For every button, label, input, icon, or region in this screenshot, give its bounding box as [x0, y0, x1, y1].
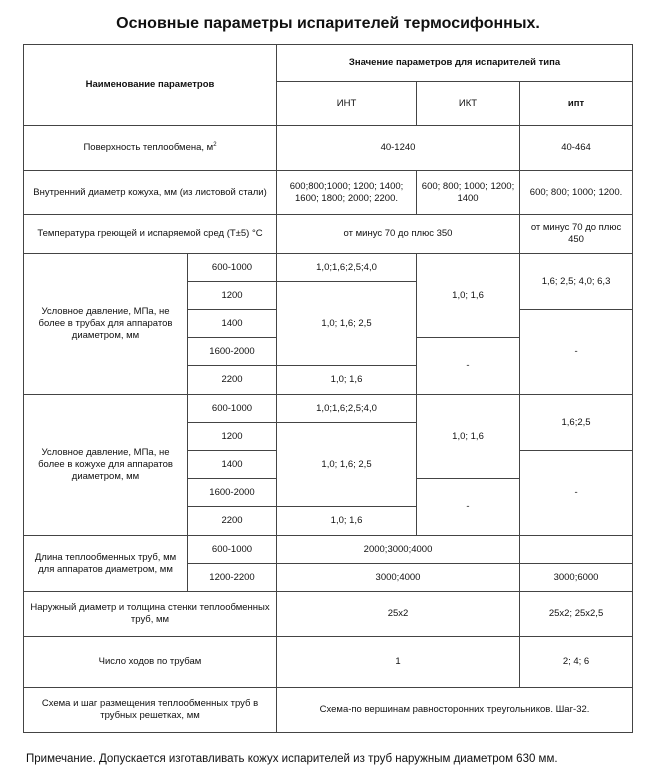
- pressure-tubes-int-bot: 1,0; 1,6: [277, 366, 417, 395]
- footnote: Примечание. Допускается изготавливать кожух испарителей из труб наружным диаметром 630 мм.: [26, 753, 558, 765]
- pressure-shell-ikt-bot: -: [417, 479, 520, 536]
- row-temperature-label: Температура греющей и испаряемой сред (Т±5) °С: [24, 215, 277, 254]
- diameter-ipt: 600; 800; 1000; 1200.: [520, 171, 633, 215]
- pressure-shell-int-top: 1,0;1,6;2,5;4,0: [277, 395, 417, 423]
- surface-int-ikt: 40-1240: [277, 126, 520, 171]
- row-outer-diameter-label: Наружный диаметр и толщина стенки теплообменных труб, мм: [24, 592, 277, 637]
- pressure-shell-diameter: 1400: [188, 451, 277, 479]
- passes-ipt: 2; 4; 6: [520, 637, 633, 688]
- row-tube-length-label: Длина теплообменных труб, мм для аппаратов диаметром, мм: [24, 536, 188, 592]
- pressure-tubes-ikt-top: 1,0; 1,6: [417, 254, 520, 338]
- diameter-int: 600;800;1000; 1200; 1400; 1600; 1800; 2000; 2200.: [277, 171, 417, 215]
- passes-int-ikt: 1: [277, 637, 520, 688]
- parameters-table: [23, 44, 633, 733]
- pressure-tubes-diameter: 2200: [188, 366, 277, 395]
- row-diameter-label: Внутренний диаметр кожуха, мм (из листовой стали): [24, 171, 277, 215]
- row-pressure-shell-label: Условное давление, МПа, не более в кожухе для аппаратов диаметром, мм: [24, 395, 188, 536]
- pressure-shell-diameter: 1200: [188, 423, 277, 451]
- pressure-tubes-diameter: 1400: [188, 310, 277, 338]
- pressure-tubes-diameter: 600-1000: [188, 254, 277, 282]
- pressure-tubes-diameter: 1200: [188, 282, 277, 310]
- outer-diameter-ipt: 25х2; 25х2,5: [520, 592, 633, 637]
- pressure-shell-int-bot: 1,0; 1,6: [277, 507, 417, 536]
- diameter-ikt: 600; 800; 1000; 1200; 1400: [417, 171, 520, 215]
- pressure-shell-int-mid: 1,0; 1,6; 2,5: [277, 423, 417, 507]
- outer-diameter-int-ikt: 25х2: [277, 592, 520, 637]
- row-surface-label: Поверхность теплообмена, $м^2$: [24, 126, 277, 171]
- header-values-caption: Значение параметров для испарителей типа: [277, 45, 633, 82]
- surface-ipt: 40-464: [520, 126, 633, 171]
- pressure-shell-ipt-bot: -: [520, 451, 633, 536]
- header-type-ikt: ИКТ: [417, 82, 520, 126]
- tube-length-int-ikt-1: 2000;3000;4000: [277, 536, 520, 564]
- tube-length-diameter: 600-1000: [188, 536, 277, 564]
- tube-length-ipt-2: 3000;6000: [520, 564, 633, 592]
- temperature-int-ikt: от минус 70 до плюс 350: [277, 215, 520, 254]
- header-param-name: Наименование параметров: [24, 45, 277, 126]
- pressure-shell-diameter: 600-1000: [188, 395, 277, 423]
- row-pressure-tubes-label: Условное давление, МПа, не более в трубах для аппаратов диаметром, мм: [24, 254, 188, 395]
- pressure-tubes-int-top: 1,0;1,6;2,5;4,0: [277, 254, 417, 282]
- tube-length-int-ikt-2: 3000;4000: [277, 564, 520, 592]
- tube-length-ipt-1: [520, 536, 633, 564]
- pressure-tubes-ipt-bot: -: [520, 310, 633, 395]
- header-type-int: ИНТ: [277, 82, 417, 126]
- pressure-tubes-int-mid: 1,0; 1,6; 2,5: [277, 282, 417, 366]
- pressure-tubes-ipt-top: 1,6; 2,5; 4,0; 6,3: [520, 254, 633, 310]
- row-layout-label: Схема и шаг размещения теплообменных труб в трубных решетках, мм: [24, 688, 277, 733]
- header-type-ipt: ипт: [520, 82, 633, 126]
- tube-length-diameter: 1200-2200: [188, 564, 277, 592]
- layout-value: Схема-по вершинам равносторонних треугольников. Шаг-32.: [277, 688, 633, 733]
- page-title: Основные параметры испарителей термосифонных.: [116, 15, 540, 32]
- temperature-ipt: от минус 70 до плюс 450: [520, 215, 633, 254]
- pressure-shell-ikt-top: 1,0; 1,6: [417, 395, 520, 479]
- pressure-tubes-ikt-bot: -: [417, 338, 520, 395]
- pressure-shell-diameter: 2200: [188, 507, 277, 536]
- row-passes-label: Число ходов по трубам: [24, 637, 277, 688]
- pressure-tubes-diameter: 1600-2000: [188, 338, 277, 366]
- pressure-shell-ipt-top: 1,6;2,5: [520, 395, 633, 451]
- pressure-shell-diameter: 1600-2000: [188, 479, 277, 507]
